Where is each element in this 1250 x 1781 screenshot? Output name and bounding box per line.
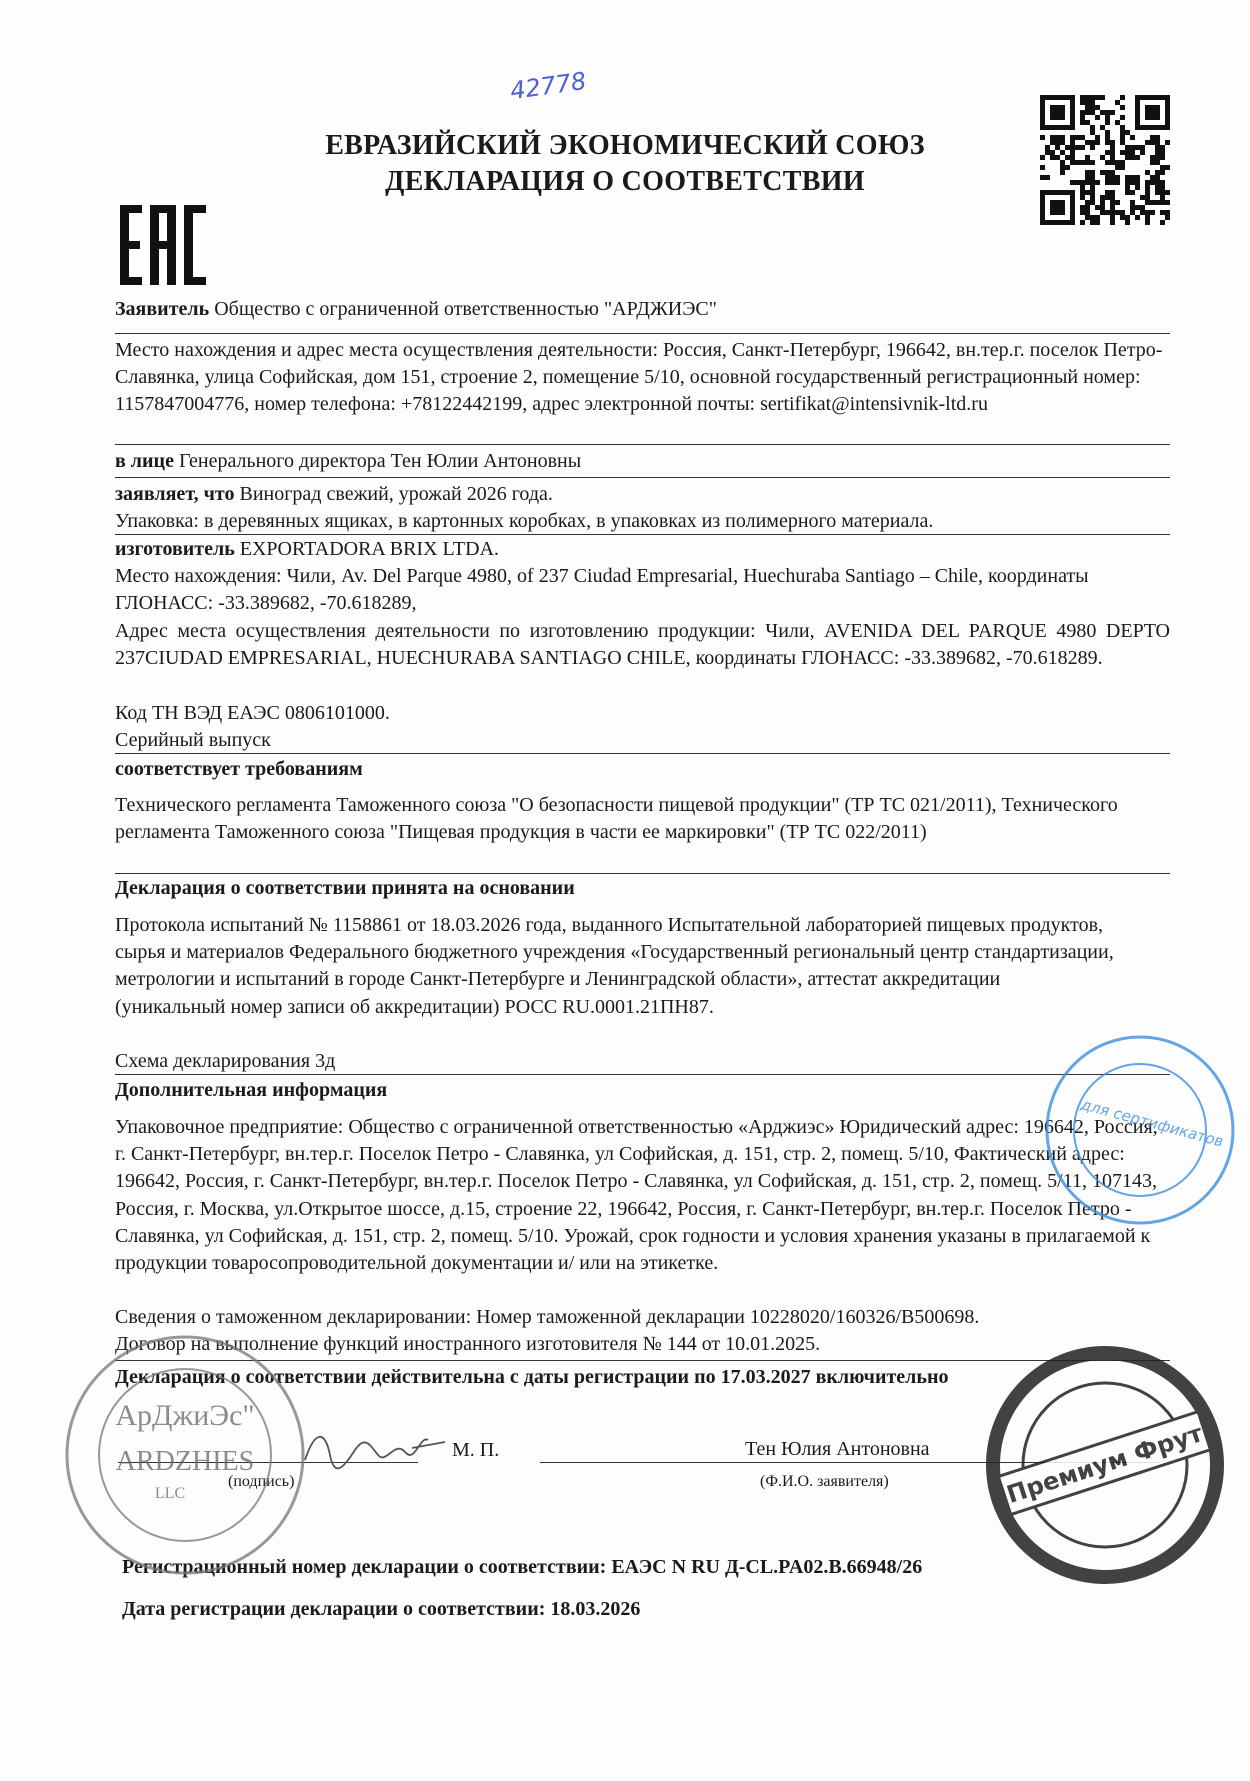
customs-info: Сведения о таможенном декларировании: Номер таможенной декларации 10228020/160326/B500698. [115,1306,980,1328]
packaging: Упаковка: в деревянных ящиках, в картонных коробках, в упаковках из полимерного материала. [115,510,934,532]
basis-label: Декларация о соответствии принята на основании [115,877,575,899]
additional-heading [115,1077,1170,1104]
manufacturer-location: Место нахождения: Чили, Av. Del Parque 4980, of 237 Ciudad Empresarial, Huechuraba Santiago – Chile, координаты ГЛОНАСС: -33.389682, -70.618289, [115,565,1089,615]
handwritten-signature [300,1420,450,1475]
basis-heading [115,875,1170,902]
additional-label: Дополнительная информация [115,1079,388,1101]
blue-stamp [1040,1030,1240,1230]
declares-label: заявляет, что [115,483,235,505]
release-type: Серийный выпуск [115,729,271,751]
applicant-label: Заявитель [115,298,210,320]
eac-logo-icon [120,205,210,285]
requirements-heading [115,756,1170,783]
divider [115,333,1170,334]
divider [115,534,1170,535]
requirements-label: соответствует требованиям [115,758,363,780]
applicant-value: Общество с ограниченной ответственностью "АРДЖИЭС" [214,298,717,320]
registration-date-row [122,1596,1177,1623]
registration-number: Регистрационный номер декларации о соответствии: ЕАЭС N RU Д-CL.PA02.B.66948/26 [122,1556,923,1578]
stamp-text: для сертификатов [1079,1095,1226,1151]
applicant-address: Место нахождения и адрес места осуществления деятельности: Россия, Санкт-Петербург, 196642, вн.тер.г. поселок Петро-Славянка, улица Софийская, дом 151, строение 2, помещение 5/10, основной государственный регистрационный номер: 1157847004776, номер телефона: +78122442199, адрес электронной почты: sertifikat@intensivnik-ltd.ru [115,339,1163,416]
divider [115,477,1170,478]
divider [115,1074,1170,1075]
person-row [115,448,1170,475]
title-declaration: ДЕКЛАРАЦИЯ О СООТВЕТСТВИИ [385,166,865,197]
manufacturer-value: EXPORTADORA BRIX LTDA. [239,538,500,560]
applicant-row [115,296,1170,323]
qr-code-icon [1040,95,1170,225]
production-address: Адрес места осуществления деятельности по изготовлению продукции: Чили, AVENIDA DEL PARQUE 4980 DEPTO 237CIUDAD EMPRESARIAL, HUECHURABA SANTIAGO CHILE, координаты ГЛОНАСС: -33.389682, -70.618289. [115,620,1170,670]
validity-text: Декларация о соответствии действительна с даты регистрации по 17.03.2027 включительно [115,1366,949,1388]
stamp-text: «Премиум Фрут» [988,1414,1221,1514]
basis-text: Протокола испытаний № 1158861 от 18.03.2026 года, выданного Испытательной лабораторией пищевых продуктов, сырья и материалов Федерального бюджетного учреждения «Государственный региональный центр стандартизации, метрологии и испытаний в городе Санкт-Петербурге и Ленинградской области», аттестат аккредитации (уникальный номер записи об аккредитации) РОСС RU.0001.21ПН87. [115,914,1114,1018]
manufacturer-label: изготовитель [115,538,235,560]
divider [115,873,1170,874]
company-stamp-ardzhies [60,1330,310,1580]
person-label: в лице [115,450,174,472]
name-caption: (Ф.И.О. заявителя) [760,1473,889,1490]
tn-ved-code: Код ТН ВЭД ЕАЭС 0806101000. [115,702,390,724]
stamp-text: LLC [154,1485,186,1502]
declares-row [115,481,1170,508]
product-value: Виноград свежий, урожай 2026 года. [239,483,553,505]
stamp-text: ARDZHIES [115,1446,255,1477]
company-stamp-premium-frut [985,1345,1225,1585]
manufacturer-row [115,536,1170,563]
applicant-name: Тен Юлия Антоновна [745,1438,930,1460]
divider [115,444,1170,445]
registration-date: Дата регистрации декларации о соответствии: 18.03.2026 [122,1598,641,1620]
additional-text: Упаковочное предприятие: Общество с ограниченной ответственностью «Арджиэс» Юридический адрес: 196642, Россия, г. Санкт-Петербург, вн.тер.г. Поселок Петро - Славянка, ул Софийская, д. 151, стр. 2, помещ. 5/10, Фактический адрес: 196642, Россия, г. Санкт-Петербург, вн.тер.г. Поселок Петро - Славянка, ул Софийская, д. 151, стр. 2, помещ. 5/11, 107143, Россия, г. Москва, ул.Открытое шоссе, д.15, строение 22, 196642, Россия, г. Санкт-Петербург, вн.тер.г. Поселок Петро - Славянка, ул Софийская, д. 151, стр. 2, помещ. 5/10. Урожай, срок годности и условия хранения указаны в прилагаемой к продукции товаросопроводительной документации и/ или на этикетке. [115,1116,1158,1275]
contract-info: Договор на выполнение функций иностранного изготовителя № 144 от 10.01.2025. [115,1333,821,1355]
requirements-text: Технического регламента Таможенного союза "О безопасности пищевой продукции" (ТР ТС 021/2011), Технического регламента Таможенного союза "Пищевая продукция в части ее маркировки" (ТР ТС 022/2011) [115,794,1118,844]
title-union: ЕВРАЗИЙСКИЙ ЭКОНОМИЧЕСКИЙ СОЮЗ [325,130,925,161]
mp-label: М. П. [452,1439,500,1461]
stamp-text: АрДжиЭс" [115,1399,255,1432]
divider [115,753,1170,754]
declaration-scheme: Схема декларирования 3д [115,1050,336,1072]
signature-caption: (подпись) [228,1473,295,1490]
handwritten-number: 42778 [508,66,588,106]
person-value: Генерального директора Тен Юлии Антоновны [178,450,582,472]
